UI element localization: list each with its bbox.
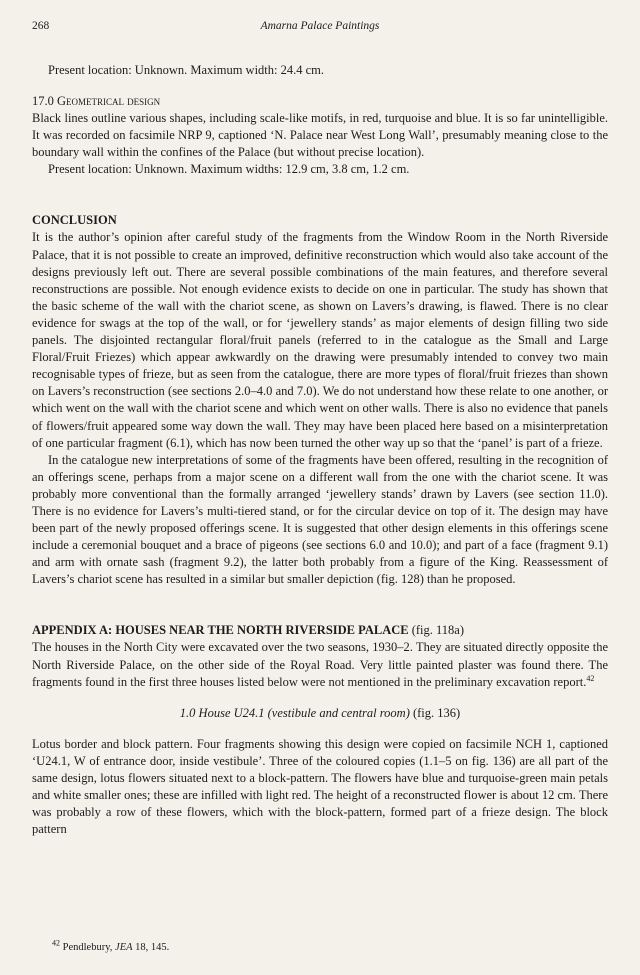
- section-title: Geometrical design: [57, 94, 161, 109]
- appendix-heading: [32, 622, 608, 639]
- appendix-fig-ref: (fig. 118a): [411, 623, 465, 638]
- running-title: Amarna Palace Paintings: [260, 20, 380, 32]
- appendix-paragraph: [32, 639, 608, 690]
- appendix-paragraph-text: The houses in the North City were excavated over the two seasons, 1930–2. They are situated directly opposite the North Riverside Palace, on the other side of the Royal Road. Very little painted plaster was found there. The fragments found in the first three houses listed below were not mentioned in the preliminary excavation report.: [32, 640, 608, 689]
- footnote-journal: JEA: [115, 942, 133, 953]
- house-paragraph: Lotus border and block pattern. Four fragments showing this design were copied on facsimile NCH 1, captioned ‘U24.1, W of entrance door, inside vestibule’. Three of the coloured copies (1.1–5 on fig. 136) are all part of the same design, lotus flowers situated next to a block-pattern. The flowers have blue and turquoise-green main petals and white smaller ones; these are infilled with light red. The height of a reconstructed flower is about 12 cm. There was probably a row of these flowers, which with the block-pattern, formed part of a frieze design. The block pattern: [32, 736, 608, 837]
- running-head: [32, 20, 608, 38]
- geometric-paragraph: Black lines outline various shapes, including scale-like motifs, in red, turquoise and blue. It is so far unintelligible. It was recorded on facsimile NRP 9, captioned ‘N. Palace near West Long Wall’, presumably meaning close to the boundary wall within the confines of the Palace (but without precise location).: [32, 111, 608, 160]
- conclusion-paragraph-1: It is the author’s opinion after careful study of the fragments from the Window Room in the North Riverside Palace, that it is not possible to create an improved, definitive reconstruction which would also take account of the designs previously left out. There are several possible combinations of the main features, and therefore several reconstructions are possible. Not enough evidence exists to decide on one in particular. The study has shown that the basic scheme of the wall with the chariot scene, as shown on Lavers’s drawing, is flawed. There is no clear evidence for swags at the top of the wall, or for ‘jewellery stands’ as major elements of design filling two side panels. The disjointed rectangular floral/fruit panels (referred to in the catalogue as the Small and Large Floral/Fruit Friezes) which appear awkwardly on the drawing were presumably intended to convey two main recognisable types of frieze, but as seen from the catalogue, there are more types of floral/fruit friezes than shown on Lavers’s reconstruction (see sections 2.0–4.0 and 7.0). We do not understand how these relate to one another, or which went on the wall with the chariot scene and which went on other walls. There is also no evidence that panels of flowers/fruit appeared some way down the wall. They may have been placed here based on a misinterpretation of one particular fragment (6.1), which has now been turned the other way up so that the ‘panel’ is part of a frieze.: [32, 230, 608, 450]
- conclusion-heading: CONCLUSION: [32, 213, 117, 228]
- appendix-title: APPENDIX A: HOUSES NEAR THE NORTH RIVERSIDE PALACE: [32, 623, 409, 638]
- house-title: 1.0 House U24.1 (vestibule and central room): [179, 705, 410, 720]
- footnote-author: Pendlebury,: [62, 942, 113, 953]
- house-fig-ref: (fig. 136): [412, 705, 461, 720]
- conclusion-paragraph-2: In the catalogue new interpretations of some of the fragments have been offered, resulting in the recognition of an offerings scene, perhaps from a major scene on a different wall from the one with the chariot scene. It was probably more conventional than the formally arranged ‘jewellery stands’ drawn by Lavers (see section 11.0). There is no evidence for Lavers’s multi-tiered stand, or for the circular device on top of it. The design may have been part of the newly proposed offerings scene. It is suggested that other design elements in this offerings scene include a ceremonial bouquet and a brace of pigeons (see sections 6.0 and 10.0); and part of a face (fragment 9.1) and arm with ornate sash (fragment 9.2), the latter both probably from a figure of the King. Reassessment of Lavers’s chariot scene has resulted in a similar but smaller depiction (fig. 128) than he proposed.: [32, 452, 608, 587]
- present-location-2: Present location: Unknown. Maximum widths: 12.9 cm, 3.8 cm, 1.2 cm.: [48, 162, 410, 177]
- section-number: 17.0: [32, 94, 54, 109]
- house-heading: [32, 705, 608, 722]
- footnote-ref[interactable]: 42: [586, 673, 595, 683]
- body-text: [32, 62, 608, 838]
- footnote: [52, 938, 170, 953]
- page-number: 268: [32, 20, 50, 32]
- present-location-1: Present location: Unknown. Maximum width: 24.4 cm.: [48, 63, 325, 77]
- footnote-mark: 42: [52, 938, 60, 948]
- footnote-ref-text: 18, 145.: [135, 942, 170, 953]
- section-heading-geometric: [32, 93, 608, 110]
